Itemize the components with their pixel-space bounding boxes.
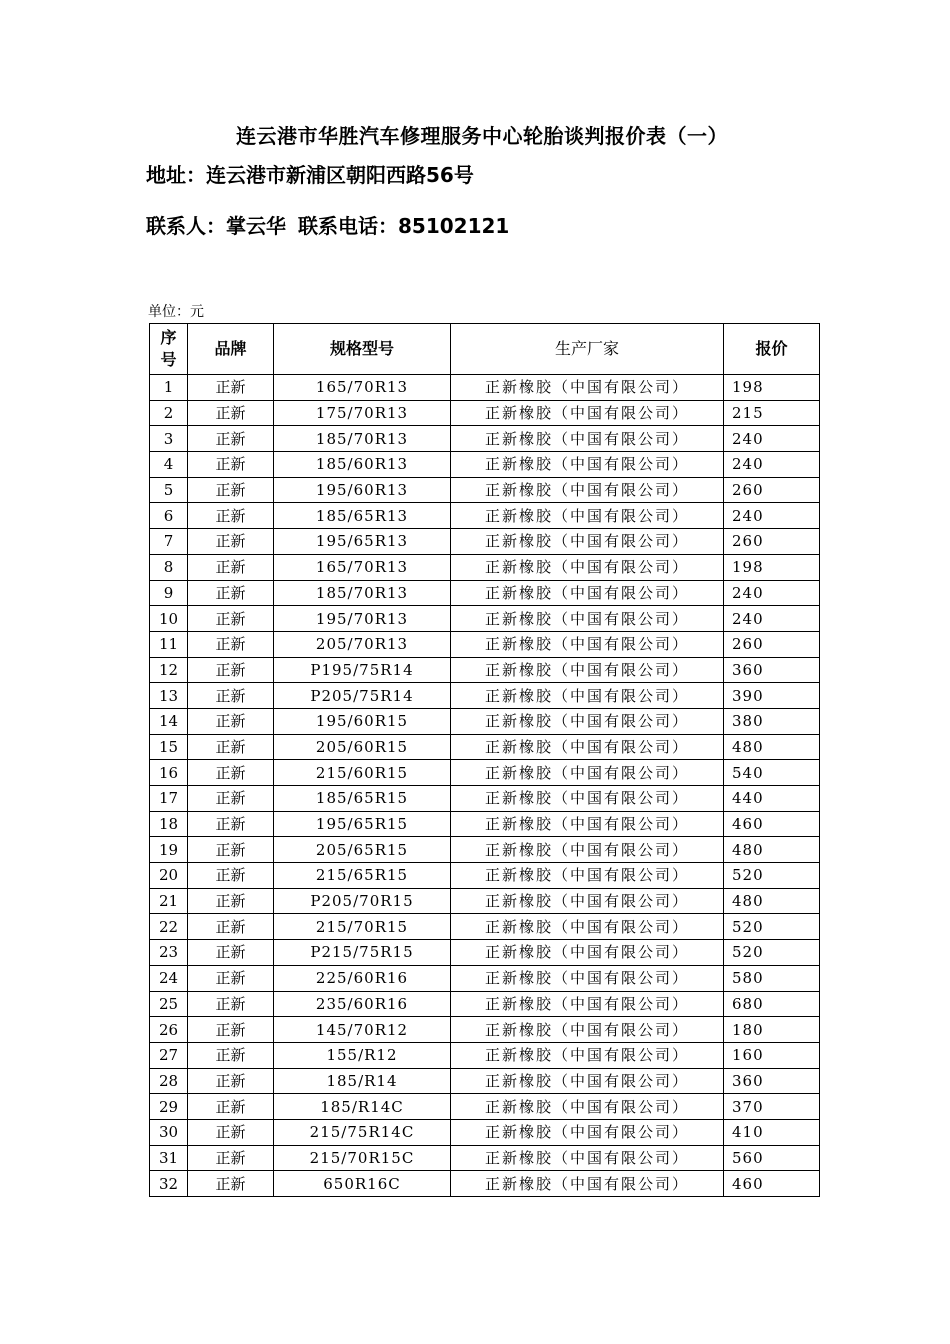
row-spec: 165/70R13	[274, 554, 451, 580]
table-row	[150, 940, 820, 966]
row-price: 160	[724, 1042, 820, 1068]
header-price: 报价	[724, 324, 820, 375]
row-price: 260	[724, 529, 820, 555]
row-manufacturer: 正新橡胶（中国有限公司）	[451, 477, 724, 503]
row-seq: 13	[150, 683, 188, 709]
row-spec: P215/75R15	[274, 940, 451, 966]
row-manufacturer: 正新橡胶（中国有限公司）	[451, 606, 724, 632]
row-manufacturer: 正新橡胶（中国有限公司）	[451, 914, 724, 940]
row-brand: 正新	[188, 477, 274, 503]
header-seq-text: 序 号	[160, 328, 177, 369]
table-row	[150, 657, 820, 683]
row-seq: 23	[150, 940, 188, 966]
row-price: 240	[724, 606, 820, 632]
row-price: 360	[724, 657, 820, 683]
row-seq: 32	[150, 1171, 188, 1197]
row-manufacturer: 正新橡胶（中国有限公司）	[451, 631, 724, 657]
row-manufacturer: 正新橡胶（中国有限公司）	[451, 708, 724, 734]
row-spec: 195/65R13	[274, 529, 451, 555]
row-brand: 正新	[188, 786, 274, 812]
row-seq: 11	[150, 631, 188, 657]
price-table	[149, 323, 820, 1197]
row-seq: 4	[150, 452, 188, 478]
row-manufacturer: 正新橡胶（中国有限公司）	[451, 657, 724, 683]
row-price: 180	[724, 1017, 820, 1043]
row-manufacturer: 正新橡胶（中国有限公司）	[451, 683, 724, 709]
table-row	[150, 708, 820, 734]
table-row	[150, 375, 820, 401]
table-row	[150, 1145, 820, 1171]
row-seq: 28	[150, 1068, 188, 1094]
row-spec: 195/65R15	[274, 811, 451, 837]
row-manufacturer: 正新橡胶（中国有限公司）	[451, 1119, 724, 1145]
row-manufacturer: 正新橡胶（中国有限公司）	[451, 1068, 724, 1094]
row-manufacturer: 正新橡胶（中国有限公司）	[451, 375, 724, 401]
row-seq: 2	[150, 400, 188, 426]
row-manufacturer: 正新橡胶（中国有限公司）	[451, 1171, 724, 1197]
row-price: 370	[724, 1094, 820, 1120]
row-manufacturer: 正新橡胶（中国有限公司）	[451, 554, 724, 580]
row-spec: 215/65R15	[274, 863, 451, 889]
unit-label: 单位：元	[148, 304, 204, 320]
table-row	[150, 1017, 820, 1043]
row-manufacturer: 正新橡胶（中国有限公司）	[451, 1042, 724, 1068]
row-spec: P195/75R14	[274, 657, 451, 683]
table-row	[150, 1171, 820, 1197]
row-spec: 205/65R15	[274, 837, 451, 863]
row-price: 440	[724, 786, 820, 812]
row-price: 360	[724, 1068, 820, 1094]
row-seq: 21	[150, 888, 188, 914]
row-seq: 17	[150, 786, 188, 812]
row-price: 460	[724, 811, 820, 837]
row-price: 380	[724, 708, 820, 734]
row-seq: 1	[150, 375, 188, 401]
row-price: 560	[724, 1145, 820, 1171]
row-manufacturer: 正新橡胶（中国有限公司）	[451, 1145, 724, 1171]
row-seq: 9	[150, 580, 188, 606]
row-price: 240	[724, 580, 820, 606]
row-manufacturer: 正新橡胶（中国有限公司）	[451, 529, 724, 555]
row-brand: 正新	[188, 1094, 274, 1120]
row-brand: 正新	[188, 863, 274, 889]
row-seq: 20	[150, 863, 188, 889]
row-seq: 3	[150, 426, 188, 452]
row-seq: 15	[150, 734, 188, 760]
header-spec: 规格型号	[274, 324, 451, 375]
contact-phone: 联系电话：85102121	[298, 214, 510, 238]
header-seq	[150, 324, 188, 375]
row-spec: 155/R12	[274, 1042, 451, 1068]
row-price: 460	[724, 1171, 820, 1197]
row-seq: 19	[150, 837, 188, 863]
row-price: 520	[724, 863, 820, 889]
row-brand: 正新	[188, 1145, 274, 1171]
row-spec: 145/70R12	[274, 1017, 451, 1043]
row-price: 260	[724, 631, 820, 657]
row-price: 260	[724, 477, 820, 503]
row-manufacturer: 正新橡胶（中国有限公司）	[451, 580, 724, 606]
contact-line	[146, 210, 521, 239]
row-manufacturer: 正新橡胶（中国有限公司）	[451, 426, 724, 452]
row-manufacturer: 正新橡胶（中国有限公司）	[451, 1094, 724, 1120]
row-brand: 正新	[188, 1171, 274, 1197]
row-brand: 正新	[188, 426, 274, 452]
row-brand: 正新	[188, 606, 274, 632]
row-brand: 正新	[188, 400, 274, 426]
table-row	[150, 965, 820, 991]
row-spec: 185/70R13	[274, 580, 451, 606]
row-brand: 正新	[188, 375, 274, 401]
row-price: 480	[724, 837, 820, 863]
row-brand: 正新	[188, 683, 274, 709]
row-seq: 12	[150, 657, 188, 683]
row-manufacturer: 正新橡胶（中国有限公司）	[451, 400, 724, 426]
row-spec: 185/70R13	[274, 426, 451, 452]
table-row	[150, 554, 820, 580]
row-brand: 正新	[188, 940, 274, 966]
row-spec: 175/70R13	[274, 400, 451, 426]
table-row	[150, 914, 820, 940]
table-row	[150, 400, 820, 426]
row-manufacturer: 正新橡胶（中国有限公司）	[451, 786, 724, 812]
row-seq: 5	[150, 477, 188, 503]
row-price: 480	[724, 888, 820, 914]
header-brand: 品牌	[188, 324, 274, 375]
row-seq: 29	[150, 1094, 188, 1120]
row-spec: 195/60R13	[274, 477, 451, 503]
row-seq: 24	[150, 965, 188, 991]
row-seq: 18	[150, 811, 188, 837]
table-row	[150, 426, 820, 452]
row-seq: 8	[150, 554, 188, 580]
table-row	[150, 529, 820, 555]
row-spec: P205/75R14	[274, 683, 451, 709]
row-spec: 195/60R15	[274, 708, 451, 734]
table-row	[150, 888, 820, 914]
table-row	[150, 1119, 820, 1145]
row-spec: 215/60R15	[274, 760, 451, 786]
header-manufacturer: 生产厂家	[451, 324, 724, 375]
row-seq: 14	[150, 708, 188, 734]
row-manufacturer: 正新橡胶（中国有限公司）	[451, 940, 724, 966]
row-spec: 235/60R16	[274, 991, 451, 1017]
row-brand: 正新	[188, 1017, 274, 1043]
row-price: 410	[724, 1119, 820, 1145]
table-row	[150, 1068, 820, 1094]
row-manufacturer: 正新橡胶（中国有限公司）	[451, 1017, 724, 1043]
row-brand: 正新	[188, 965, 274, 991]
row-spec: 185/65R13	[274, 503, 451, 529]
row-spec: P205/70R15	[274, 888, 451, 914]
row-seq: 25	[150, 991, 188, 1017]
row-manufacturer: 正新橡胶（中国有限公司）	[451, 888, 724, 914]
row-brand: 正新	[188, 1042, 274, 1068]
table-row	[150, 991, 820, 1017]
row-brand: 正新	[188, 452, 274, 478]
row-brand: 正新	[188, 554, 274, 580]
row-spec: 215/75R14C	[274, 1119, 451, 1145]
row-price: 198	[724, 375, 820, 401]
table-row	[150, 863, 820, 889]
row-spec: 185/R14C	[274, 1094, 451, 1120]
row-spec: 185/65R15	[274, 786, 451, 812]
row-spec: 195/70R13	[274, 606, 451, 632]
row-price: 215	[724, 400, 820, 426]
row-spec: 205/60R15	[274, 734, 451, 760]
row-price: 480	[724, 734, 820, 760]
row-brand: 正新	[188, 991, 274, 1017]
row-manufacturer: 正新橡胶（中国有限公司）	[451, 734, 724, 760]
row-seq: 27	[150, 1042, 188, 1068]
row-seq: 6	[150, 503, 188, 529]
row-manufacturer: 正新橡胶（中国有限公司）	[451, 503, 724, 529]
row-brand: 正新	[188, 837, 274, 863]
row-brand: 正新	[188, 1119, 274, 1145]
row-price: 198	[724, 554, 820, 580]
row-price: 520	[724, 940, 820, 966]
row-brand: 正新	[188, 529, 274, 555]
table-row	[150, 734, 820, 760]
document-title: 连云港市华胜汽车修理服务中心轮胎谈判报价表（一）	[236, 124, 728, 148]
row-seq: 7	[150, 529, 188, 555]
row-manufacturer: 正新橡胶（中国有限公司）	[451, 863, 724, 889]
table-row	[150, 786, 820, 812]
table-row	[150, 631, 820, 657]
table-row	[150, 811, 820, 837]
row-seq: 30	[150, 1119, 188, 1145]
table-row	[150, 1094, 820, 1120]
row-manufacturer: 正新橡胶（中国有限公司）	[451, 991, 724, 1017]
row-price: 240	[724, 503, 820, 529]
table-row	[150, 683, 820, 709]
row-spec: 650R16C	[274, 1171, 451, 1197]
row-brand: 正新	[188, 631, 274, 657]
table-row	[150, 503, 820, 529]
table-row	[150, 606, 820, 632]
row-spec: 225/60R16	[274, 965, 451, 991]
row-seq: 22	[150, 914, 188, 940]
row-brand: 正新	[188, 760, 274, 786]
row-price: 240	[724, 426, 820, 452]
row-seq: 10	[150, 606, 188, 632]
row-brand: 正新	[188, 888, 274, 914]
row-price: 390	[724, 683, 820, 709]
table-row	[150, 837, 820, 863]
table-row	[150, 477, 820, 503]
row-spec: 185/60R13	[274, 452, 451, 478]
table-row	[150, 1042, 820, 1068]
row-spec: 215/70R15	[274, 914, 451, 940]
row-spec: 165/70R13	[274, 375, 451, 401]
row-price: 520	[724, 914, 820, 940]
row-spec: 185/R14	[274, 1068, 451, 1094]
row-manufacturer: 正新橡胶（中国有限公司）	[451, 760, 724, 786]
row-brand: 正新	[188, 580, 274, 606]
row-manufacturer: 正新橡胶（中国有限公司）	[451, 965, 724, 991]
row-seq: 26	[150, 1017, 188, 1043]
row-spec: 215/70R15C	[274, 1145, 451, 1171]
row-price: 540	[724, 760, 820, 786]
row-manufacturer: 正新橡胶（中国有限公司）	[451, 452, 724, 478]
row-brand: 正新	[188, 811, 274, 837]
row-price: 240	[724, 452, 820, 478]
row-price: 580	[724, 965, 820, 991]
row-manufacturer: 正新橡胶（中国有限公司）	[451, 837, 724, 863]
row-seq: 31	[150, 1145, 188, 1171]
contact-person: 联系人：掌云华	[146, 214, 286, 238]
table-header-row	[150, 324, 820, 375]
row-brand: 正新	[188, 503, 274, 529]
row-price: 680	[724, 991, 820, 1017]
table-row	[150, 452, 820, 478]
table-body	[150, 375, 820, 1197]
row-manufacturer: 正新橡胶（中国有限公司）	[451, 811, 724, 837]
row-brand: 正新	[188, 914, 274, 940]
row-brand: 正新	[188, 657, 274, 683]
row-spec: 205/70R13	[274, 631, 451, 657]
row-brand: 正新	[188, 708, 274, 734]
row-seq: 16	[150, 760, 188, 786]
address-line: 地址：连云港市新浦区朝阳西路56号	[146, 163, 474, 187]
table-row	[150, 760, 820, 786]
row-brand: 正新	[188, 1068, 274, 1094]
row-brand: 正新	[188, 734, 274, 760]
table-row	[150, 580, 820, 606]
